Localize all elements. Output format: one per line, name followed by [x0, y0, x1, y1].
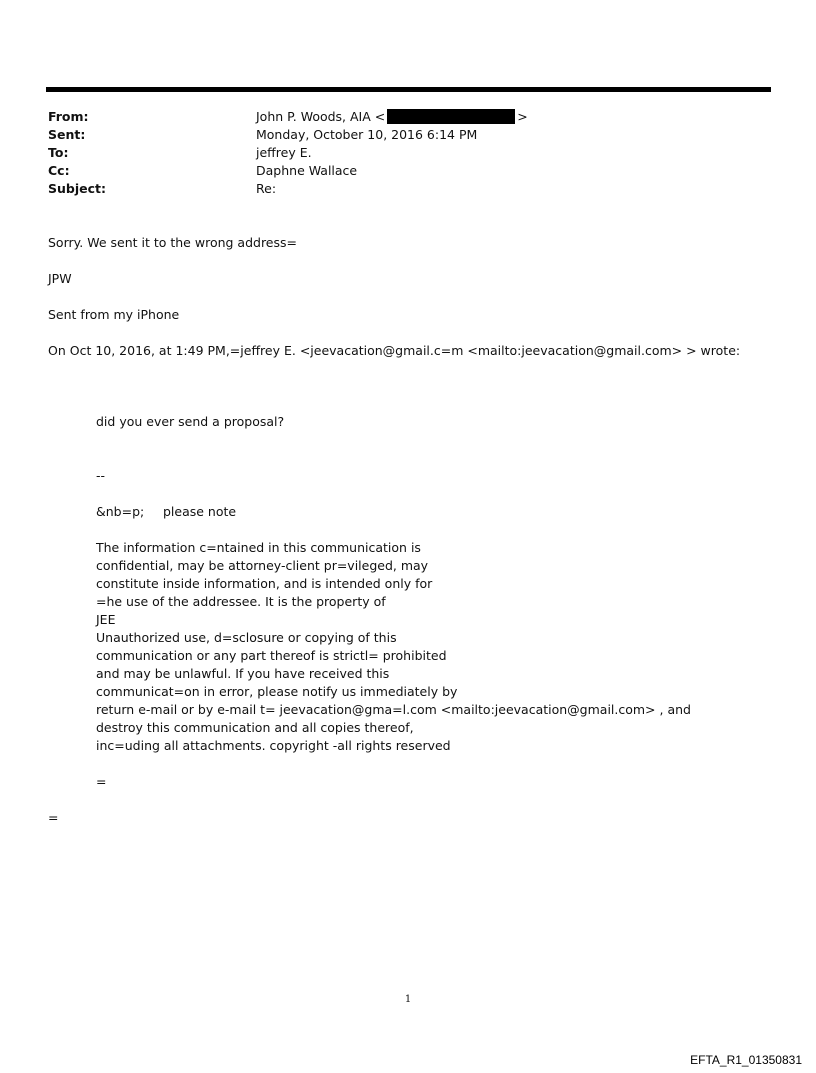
disclaimer-line: confidential, may be attorney-client pr=vileged, may	[96, 558, 429, 573]
quote-header: On Oct 10, 2016, at 1:49 PM,=jeffrey E. <jeevacation@gmail.c=m <mailto:jeevacation@gmail.com> > wrote:	[48, 343, 741, 358]
subject-label: Subject:	[48, 181, 106, 196]
cc-value: Daphne Wallace	[256, 163, 358, 178]
disclaimer-line: communication or any part thereof is strictl= prohibited	[96, 648, 447, 663]
disclaimer-line: destroy this communication and all copies thereof,	[96, 720, 414, 735]
to-value: jeffrey E.	[256, 145, 312, 160]
from-name: John P. Woods, AIA <	[256, 109, 386, 124]
subject-value: Re:	[256, 181, 277, 196]
disclaimer-line: JEE	[96, 612, 116, 627]
trailing-equals: =	[48, 810, 59, 825]
body-sent-from: Sent from my iPhone	[48, 307, 180, 322]
nb-entity-text: &nb=p;	[96, 504, 145, 519]
disclaimer-line: Unauthorized use, d=sclosure or copying of this	[96, 630, 397, 645]
redaction-box	[387, 109, 515, 124]
disclaimer-line: communicat=on in error, please notify us immediately by	[96, 684, 458, 699]
disclaimer-line: =he use of the addressee. It is the property of	[96, 594, 386, 609]
from-label: From:	[48, 109, 89, 124]
cc-label: Cc:	[48, 163, 70, 178]
disclaimer-line: The information c=ntained in this communication is	[96, 540, 421, 555]
disclaimer-line: constitute inside information, and is intended only for	[96, 576, 433, 591]
disclaimer-line: and may be unlawful. If you have received this	[96, 666, 390, 681]
bates-number: EFTA_R1_01350831	[690, 1053, 802, 1067]
to-label: To:	[48, 145, 69, 160]
sent-value: Monday, October 10, 2016 6:14 PM	[256, 127, 478, 142]
please-note-text: please note	[163, 504, 237, 519]
body-initials: JPW	[48, 271, 72, 286]
header-rule	[46, 87, 771, 92]
disclaimer-line: return e-mail or by e-mail t= jeevacation@gma=l.com <mailto:jeevacation@gmail.com> , and	[96, 702, 691, 717]
quoted-separator: --	[96, 468, 106, 483]
disclaimer-line: inc=uding all attachments. copyright -all rights reserved	[96, 738, 451, 753]
sent-label: Sent:	[48, 127, 86, 142]
body-sorry-line: Sorry. We sent it to the wrong address=	[48, 235, 297, 250]
from-value	[256, 108, 528, 126]
quoted-trailing-equals: =	[96, 774, 107, 789]
please-note-line	[96, 503, 236, 521]
from-suffix: >	[517, 109, 528, 124]
quoted-question: did you ever send a proposal?	[96, 414, 285, 429]
page-number: 1	[404, 994, 412, 1005]
